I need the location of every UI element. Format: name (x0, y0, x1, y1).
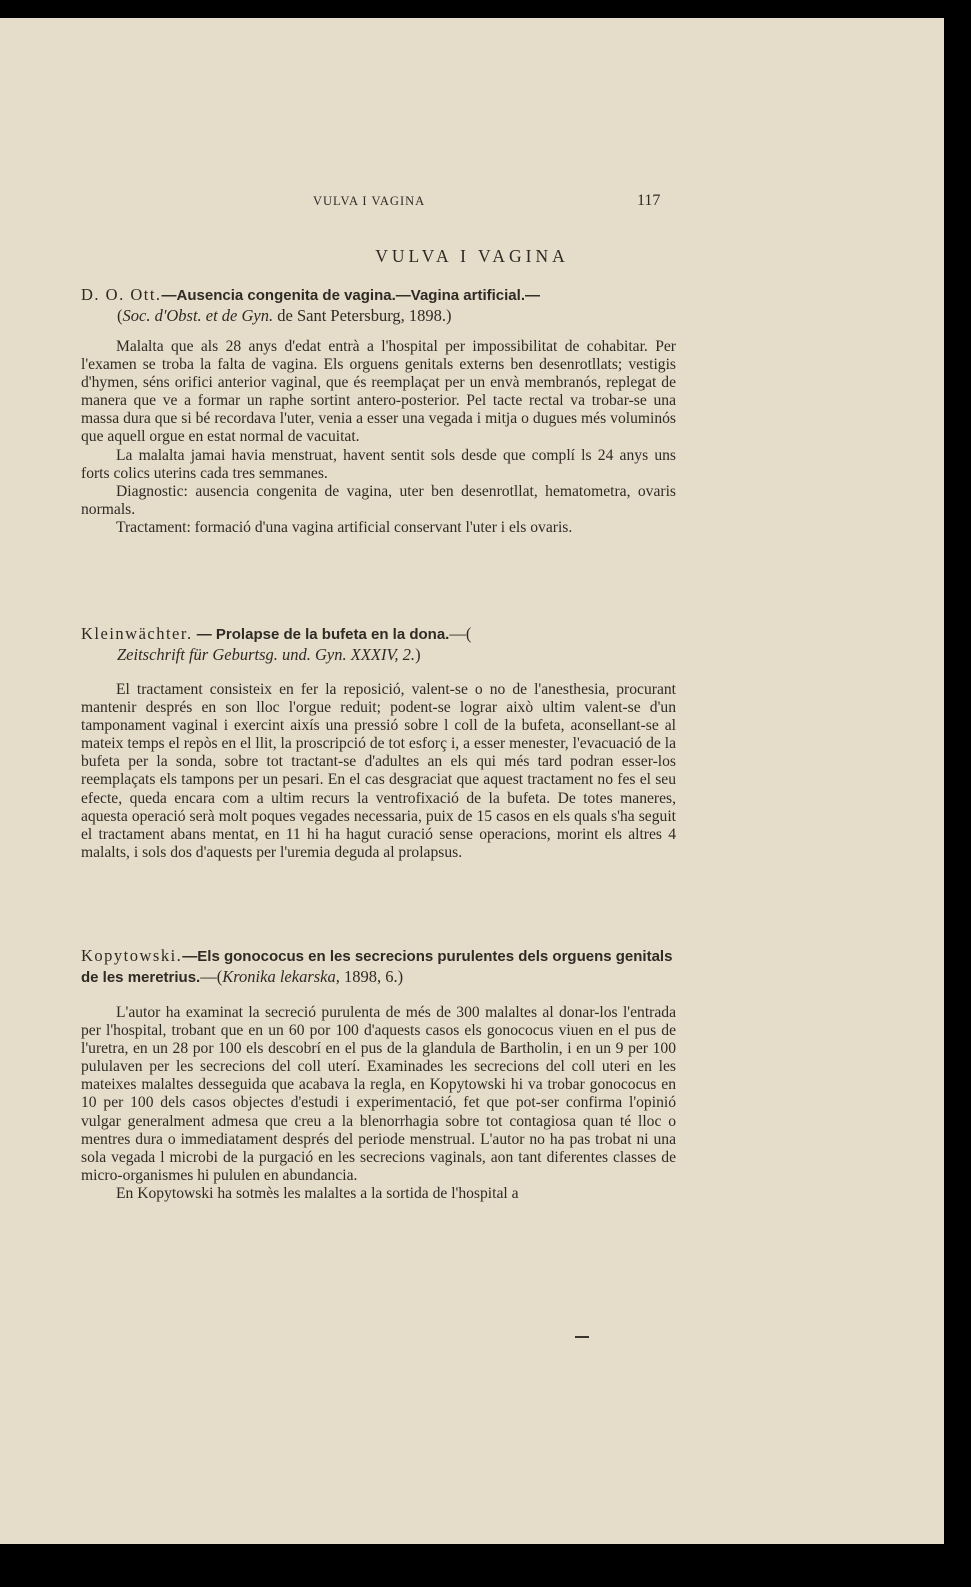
article-source: (Soc. d'Obst. et de Gyn. de Sant Petersburg, 1898.) (117, 306, 452, 325)
article-body (81, 1004, 676, 1203)
paragraph: El tractament consisteix en fer la reposició, valent-se o no de l'anesthesia, procurant mantenir després en son lloc l'orgue reduit; podent-se lograr això ultim valent-se d'un tamponament vaginal i exercint aixís una pressió sobre l coll de la bufeta, aconsellant-se al mateix temps el repòs en el llit, la proscripció de tot esforç i, a esser menester, l'evacuació de la bufeta per la sonda, sobre tot tractant-se d'adultes an els qui més tard podran esser-los reemplaçats els tampons per un pesari. En el cas desgraciat que aquest tractament no fes el seu efecte, queda encara com a ultim recurs la ventrofixació de la bufeta. De totes maneres, aquesta operació serà molt poques vegades necessaria, puix de 15 casos en els quals s'ha seguit el tractament abans mentat, en 11 hi ha hagut curació sense operacions, morint els altres 4 malalts, i sols dos d'aquests per l'uremia deguda al prolapsus. (81, 681, 676, 861)
paragraph: Tractament: formació d'una vagina artificial conservant l'uter i els ovaris. (116, 518, 573, 536)
running-title: VULVA I VAGINA (313, 194, 426, 208)
article-author: D. O. Ott. (81, 285, 162, 304)
running-header (0, 192, 944, 212)
article-author: Kopytowski. (81, 946, 183, 965)
book-page (0, 18, 944, 1544)
article-body (81, 338, 676, 537)
article-source: Zeitschrift für Geburtsg. und. Gyn. XXXIV, 2.) (117, 645, 421, 664)
paragraph: La malalta jamai havia menstruat, havent sentit sols desde que complí ls 24 anys uns forts colics uterins cada tres semmanes. (81, 446, 676, 482)
article-title: — Prolapse de la bufeta en la dona. (192, 626, 450, 643)
paragraph: L'autor ha examinat la secreció purulenta de més de 300 malaltes al donar-los l'entrada per l'hospital, trobant que en un 60 por 100 d'aquests casos els gonococus viuen en el pus de l'uretra, en un 28 por 100 els descobrí en el pus de la glandula de Bartholin, i en un 9 per 100 pululaven per les secrecions del coll uterí. Examinades les secrecions del coll uteri en les mateixes malaltes desseguida que acabava la regla, en Kopytowski hi va trobar gonococus en 10 per 100 dels casos objectes d'estudi i experimentació, fet que pot-ser confirma l'opinió vulgar generalment admesa que creu a la blenorrhagia sobre tot contagiosa quan té lloc o mentres dura o immediatament després del periode menstrual. L'autor no ha pas trobat ni una sola vegada l microbi de la purgació en les secrecions vaginals, aon tant diferentes classes de micro-organismes hi pululen en abundancia. (81, 1004, 676, 1184)
paragraph: En Kopytowski ha sotmès les malaltes a la sortida de l'hospital a (116, 1184, 519, 1202)
article-title: —Ausencia congenita de vagina.—Vagina artificial.— (161, 287, 540, 304)
source-journal: Zeitschrift für Geburtsg. und. Gyn. XXXIV, 2. (117, 645, 416, 664)
paragraph: Diagnostic: ausencia congenita de vagina, uter ben desenrotllat, hematometra, ovaris normals. (81, 482, 676, 518)
page-end-mark (575, 1336, 589, 1338)
paragraph: Malalta que als 28 anys d'edat entrà a l'hospital per impossibilitat de cohabitar. Per l'examen se troba la falta de vagina. Els orguens genitals externs ben desenrotllats; vestigis d'hymen, séns orifici anterior vaginal, que és reemplaçat per un envà membranós, replegat de manera que ve a formar un raphe sortint antero-posterior. Pel tacte rectal va trobar-se una massa dura que si bé recordava l'uter, venia a esser una vegada i mitja o dugues més voluminós que aquell orgue en estat normal de vacuitat. (81, 338, 676, 446)
article-title: —Els gonococus en les secrecions purulentes dels orguens genitals de les meretrius. (81, 948, 673, 986)
source-journal: Soc. d'Obst. et de Gyn. (122, 306, 274, 325)
article-heading (81, 285, 676, 326)
article-kleinwachter (81, 624, 676, 862)
article-kopytowski (81, 946, 676, 1203)
page-number: 117 (637, 192, 661, 209)
source-journal: Kronika lekarska, (222, 967, 340, 986)
article-heading: Kopytowski.—Els gonococus en les secrecions purulentes dels orguens genitals de les meretrius.—(Kronika lekarska, 1898, 6.) (81, 946, 673, 986)
article-ott (81, 285, 676, 537)
article-heading: Kleinwächter. — Prolapse de la bufeta en la dona.—( Zeitschrift für Geburtsg. und. Gyn. XXXIV, 2.) (81, 624, 676, 665)
article-author: Kleinwächter. (81, 624, 193, 643)
article-body (81, 681, 676, 862)
section-title: VULVA I VAGINA (375, 246, 569, 266)
